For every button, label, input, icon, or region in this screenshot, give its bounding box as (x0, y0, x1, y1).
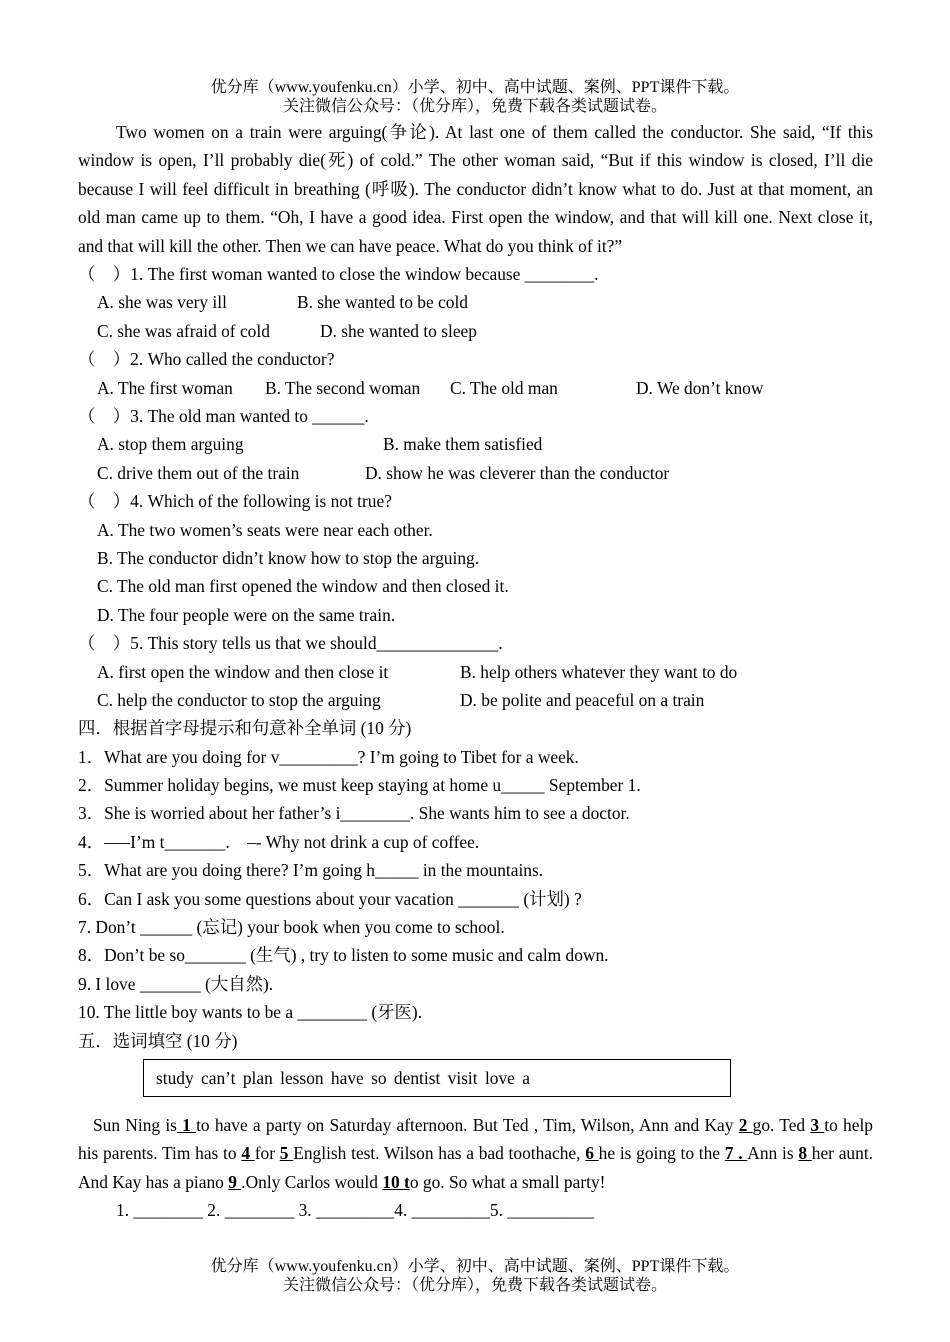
question-stem: （ ）1. The first woman wanted to close the window because ________. (78, 264, 599, 285)
option: D. be polite and peaceful on a train (460, 689, 705, 710)
cloze-text: .Only Carlos would (241, 1171, 383, 1192)
option: B. help others whatever they want to do (460, 661, 738, 682)
footer-line-2: 关注微信公众号：（优分库），免费下载各类试题试卷。 (282, 1277, 667, 1294)
option: A. stop them arguing (97, 434, 244, 455)
cloze-text: go. Ted (752, 1114, 811, 1135)
header-line-1: 优分库（www.youfenku.cn）小学、初中、高中试题、案例、PPT课件下载。 (210, 79, 740, 96)
fill-item: 6．Can I ask you some questions about your vacation _______ (计划) ? (78, 888, 582, 909)
fill-item: 2．Summer holiday begins, we must keep staying at home u_____ September 1. (78, 775, 641, 796)
cloze-text: Sun Ning is (93, 1114, 177, 1135)
page-footer (0, 1257, 950, 1295)
cloze-passage (78, 1111, 873, 1196)
section-title: 四．根据首字母提示和句意补全单词 (10 分) (78, 718, 412, 739)
option-row (78, 288, 873, 316)
cloze-text: o go. So what a small party! (409, 1171, 606, 1192)
cloze-text: to have a party on Saturday afternoon. But Ted , Tim, Wilson, Ann and Kay (196, 1114, 739, 1135)
question-stem: （ ）3. The old man wanted to ______. (78, 405, 369, 426)
cloze-text: English test. Wilson has a bad toothache, (293, 1143, 586, 1164)
option: B. The second woman (265, 377, 421, 398)
question-stem: （ ）4. Which of the following is not true? (78, 491, 392, 512)
option-row (78, 317, 873, 345)
option-row (78, 374, 873, 402)
option-row (78, 686, 873, 714)
cloze-text: he is going to the (598, 1143, 725, 1164)
option: A. The two women’s seats were near each other. (97, 519, 433, 540)
option: A. The first woman (97, 377, 233, 398)
cloze-blank: 9 (228, 1171, 242, 1192)
option: B. The conductor didn’t know how to stop the arguing. (97, 547, 480, 568)
option: A. first open the window and then close it (97, 661, 389, 682)
cloze-blank: 8 (798, 1143, 812, 1164)
cloze-blank: 3 (810, 1114, 825, 1135)
cloze-blank: 1 (176, 1114, 197, 1135)
option: D. show he was cleverer than the conductor (365, 462, 670, 483)
option: A. she was very ill (97, 292, 227, 313)
fill-item: 8．Don’t be so_______ (生气) , try to listen to some music and calm down. (78, 945, 609, 966)
fill-item: 4．–––I’m t_______. –- Why not drink a cup of coffee. (78, 831, 480, 852)
option: C. she was afraid of cold (97, 320, 270, 341)
cloze-text: to help his parents. Tim has to (78, 1114, 874, 1164)
option: C. drive them out of the train (97, 462, 300, 483)
worksheet-body (78, 118, 873, 1225)
fill-item: 3．She is worried about her father’s i________. She wants him to see a doctor. (78, 803, 630, 824)
cloze-blank: 6 (585, 1143, 599, 1164)
question-stem: （ ）5. This story tells us that we should______________. (78, 633, 503, 654)
cloze-blank: 4 (241, 1143, 255, 1164)
cloze-text: her aunt. And Kay has a piano (78, 1143, 873, 1192)
question-stem: （ ）2. Who called the conductor? (78, 349, 335, 370)
option: C. The old man first opened the window and then closed it. (97, 576, 509, 597)
fill-item: 7. Don’t ______ (忘记) your book when you come to school. (78, 917, 505, 938)
option-row (78, 459, 873, 487)
word-bank-box: study can’t plan lesson have so dentist visit love a (143, 1059, 731, 1097)
option-row (78, 658, 873, 686)
answer-line: 1. ________ 2. ________ 3. _________4. _________5. __________ (116, 1200, 595, 1221)
option: B. make them satisfied (383, 434, 543, 455)
option-row (78, 430, 873, 458)
fill-item: 10. The little boy wants to be a ________ (牙医). (78, 1002, 423, 1023)
fill-item: 5．What are you doing there? I’m going h_____ in the mountains. (78, 860, 544, 881)
option: D. The four people were on the same train. (97, 604, 396, 625)
footer-line-1: 优分库（www.youfenku.cn）小学、初中、高中试题、案例、PPT课件下载。 (210, 1258, 740, 1275)
cloze-blank: 5 (279, 1143, 294, 1164)
option: D. she wanted to sleep (320, 320, 477, 341)
cloze-blank: 10 t (382, 1171, 410, 1192)
cloze-blank: 7 . (724, 1143, 748, 1164)
option: D. We don’t know (636, 377, 764, 398)
option: C. help the conductor to stop the arguing (97, 689, 381, 710)
page-header (0, 78, 950, 116)
header-line-2: 关注微信公众号：（优分库），免费下载各类试题试卷。 (282, 98, 667, 115)
cloze-text: for (254, 1143, 280, 1164)
cloze-blank: 2 (738, 1114, 753, 1135)
cloze-text: Ann is (747, 1143, 799, 1164)
reading-passage: Two women on a train were arguing(争论). At last one of them called the conductor. She said, “If this window is open, I’ll probably die(死) of cold.” The other woman said, “But if this window is closed, I’ll die because I will feel difficult in breathing (呼吸). The conductor didn’t know what to do. Just at that moment, an old man came up to them. “Oh, I have a good idea. First open the window, and that will kill one. Next close it, and that will kill the other. Then we can have peace. What do you think of it?” (78, 122, 873, 256)
option: C. The old man (450, 377, 558, 398)
fill-item: 1．What are you doing for v_________? I’m going to Tibet for a week. (78, 746, 579, 767)
fill-item: 9. I love _______ (大自然). (78, 973, 274, 994)
section-title: 五．选词填空 (10 分) (78, 1030, 238, 1051)
option: B. she wanted to be cold (297, 292, 468, 313)
